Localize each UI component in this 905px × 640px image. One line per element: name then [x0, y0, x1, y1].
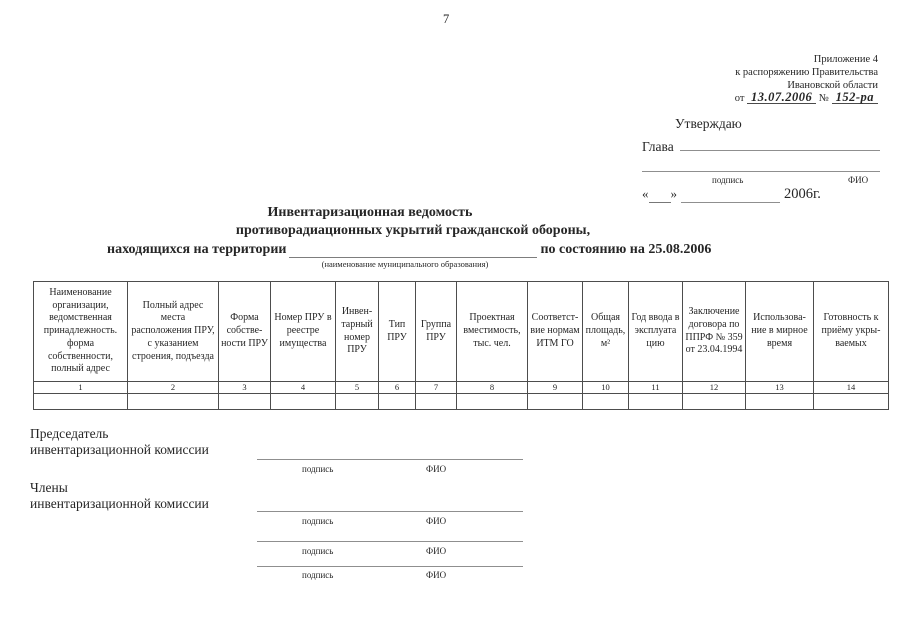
name-caption: ФИО [426, 516, 447, 526]
col-header-5: Инвен-тарный номер ПРУ [336, 282, 379, 382]
territory-field-caption: (наименование муниципального образования) [321, 259, 489, 269]
day-fill-in-line [649, 186, 671, 203]
order-number-handwritten: 152-ра [832, 92, 878, 104]
order-from-label: от [734, 93, 745, 104]
territory-fill-in-line [289, 242, 537, 258]
doc-title-line1: Инвентаризационная ведомость [267, 205, 473, 220]
col-header-3: Форма собстве-ности ПРУ [219, 282, 271, 382]
approval-block [642, 116, 880, 203]
col-number-14: 14 [814, 382, 889, 394]
head-fill-in-line [680, 137, 880, 151]
appendix-order-line [735, 92, 878, 105]
col-number-1: 1 [34, 382, 128, 394]
col-header-10: Общая площадь, м² [583, 282, 629, 382]
col-number-8: 8 [457, 382, 528, 394]
signature-caption: подпись [302, 516, 334, 526]
col-header-12: Заключение договора по ППРФ № 359 от 23.04.1994 [683, 282, 746, 382]
month-fill-in-line [681, 186, 780, 203]
col-header-14: Готовность к приёму укры-ваемых [814, 282, 889, 382]
col-header-1: Наименование организации, ведомственная принадлежность. форма собственности, полный адрес [34, 282, 128, 382]
col-number-10: 10 [583, 382, 629, 394]
signature-caption: подпись [302, 464, 334, 474]
col-header-4: Номер ПРУ в реестре имущества [271, 282, 336, 382]
doc-title-line2: противорадиационных укрытий гражданской обороны, [235, 223, 591, 238]
as-of-date-label: по состоянию на 25.08.2006 [540, 242, 712, 257]
col-number-5: 5 [336, 382, 379, 394]
appendix-line2: к распоряжению Правительства [735, 67, 878, 78]
col-number-6: 6 [379, 382, 416, 394]
order-number-sign: № [818, 93, 829, 104]
head-row [642, 137, 880, 155]
members-title-line1: Члены [30, 480, 68, 495]
member-signature-line-3 [257, 566, 523, 567]
chairman-signature-line [257, 459, 523, 460]
doc-title-line3 [107, 242, 711, 258]
name-caption: ФИО [426, 464, 447, 474]
col-header-13: Использова-ние в мирное время [746, 282, 814, 382]
name-caption: ФИО [426, 570, 447, 580]
col-number-12: 12 [683, 382, 746, 394]
order-date-handwritten: 13.07.2006 [747, 92, 816, 104]
signature-caption: подпись [302, 546, 334, 556]
appendix-line1: Приложение 4 [813, 54, 878, 65]
col-number-4: 4 [271, 382, 336, 394]
col-header-11: Год ввода в эксплуата цию [629, 282, 683, 382]
inventory-table [33, 281, 889, 410]
col-number-2: 2 [128, 382, 219, 394]
signature-caption: подпись [712, 175, 744, 185]
col-header-6: Тип ПРУ [379, 282, 416, 382]
table-header-row [34, 282, 889, 382]
year-label: 2006г. [784, 186, 821, 202]
empty-data-row [34, 394, 889, 410]
territory-prefix: находящихся на территории [107, 242, 287, 257]
open-quote: « [642, 186, 649, 201]
chairman-title [30, 426, 209, 458]
col-header-7: Группа ПРУ [416, 282, 457, 382]
col-header-2: Полный адрес места расположения ПРУ, с указанием строения, подъезда [128, 282, 219, 382]
col-header-9: Соответст-вие нормам ИТМ ГО [528, 282, 583, 382]
members-title [30, 480, 209, 512]
page-number: 7 [443, 12, 450, 26]
signature-caption: подпись [302, 570, 334, 580]
col-number-3: 3 [219, 382, 271, 394]
close-quote: » [670, 186, 677, 201]
appendix-line3: Ивановской области [787, 80, 878, 91]
members-title-line2: инвентаризационной комиссии [30, 496, 209, 511]
chairman-title-line2: инвентаризационной комиссии [30, 442, 209, 457]
appendix-block [735, 53, 878, 105]
name-caption: ФИО [426, 546, 447, 556]
col-number-7: 7 [416, 382, 457, 394]
approve-label: Утверждаю [675, 116, 742, 131]
head-label: Глава [642, 139, 674, 154]
approval-date-row [642, 186, 880, 203]
chairman-title-line1: Председатель [30, 426, 109, 441]
col-header-8: Проектная вместимость, тыс. чел. [457, 282, 528, 382]
signature-fill-in-line [642, 155, 880, 172]
col-number-9: 9 [528, 382, 583, 394]
member-signature-line-2 [257, 541, 523, 542]
col-number-13: 13 [746, 382, 814, 394]
name-caption: ФИО [848, 175, 869, 185]
col-number-11: 11 [629, 382, 683, 394]
member-signature-line-1 [257, 511, 523, 512]
approval-captions [642, 172, 880, 184]
column-number-row [34, 382, 889, 394]
